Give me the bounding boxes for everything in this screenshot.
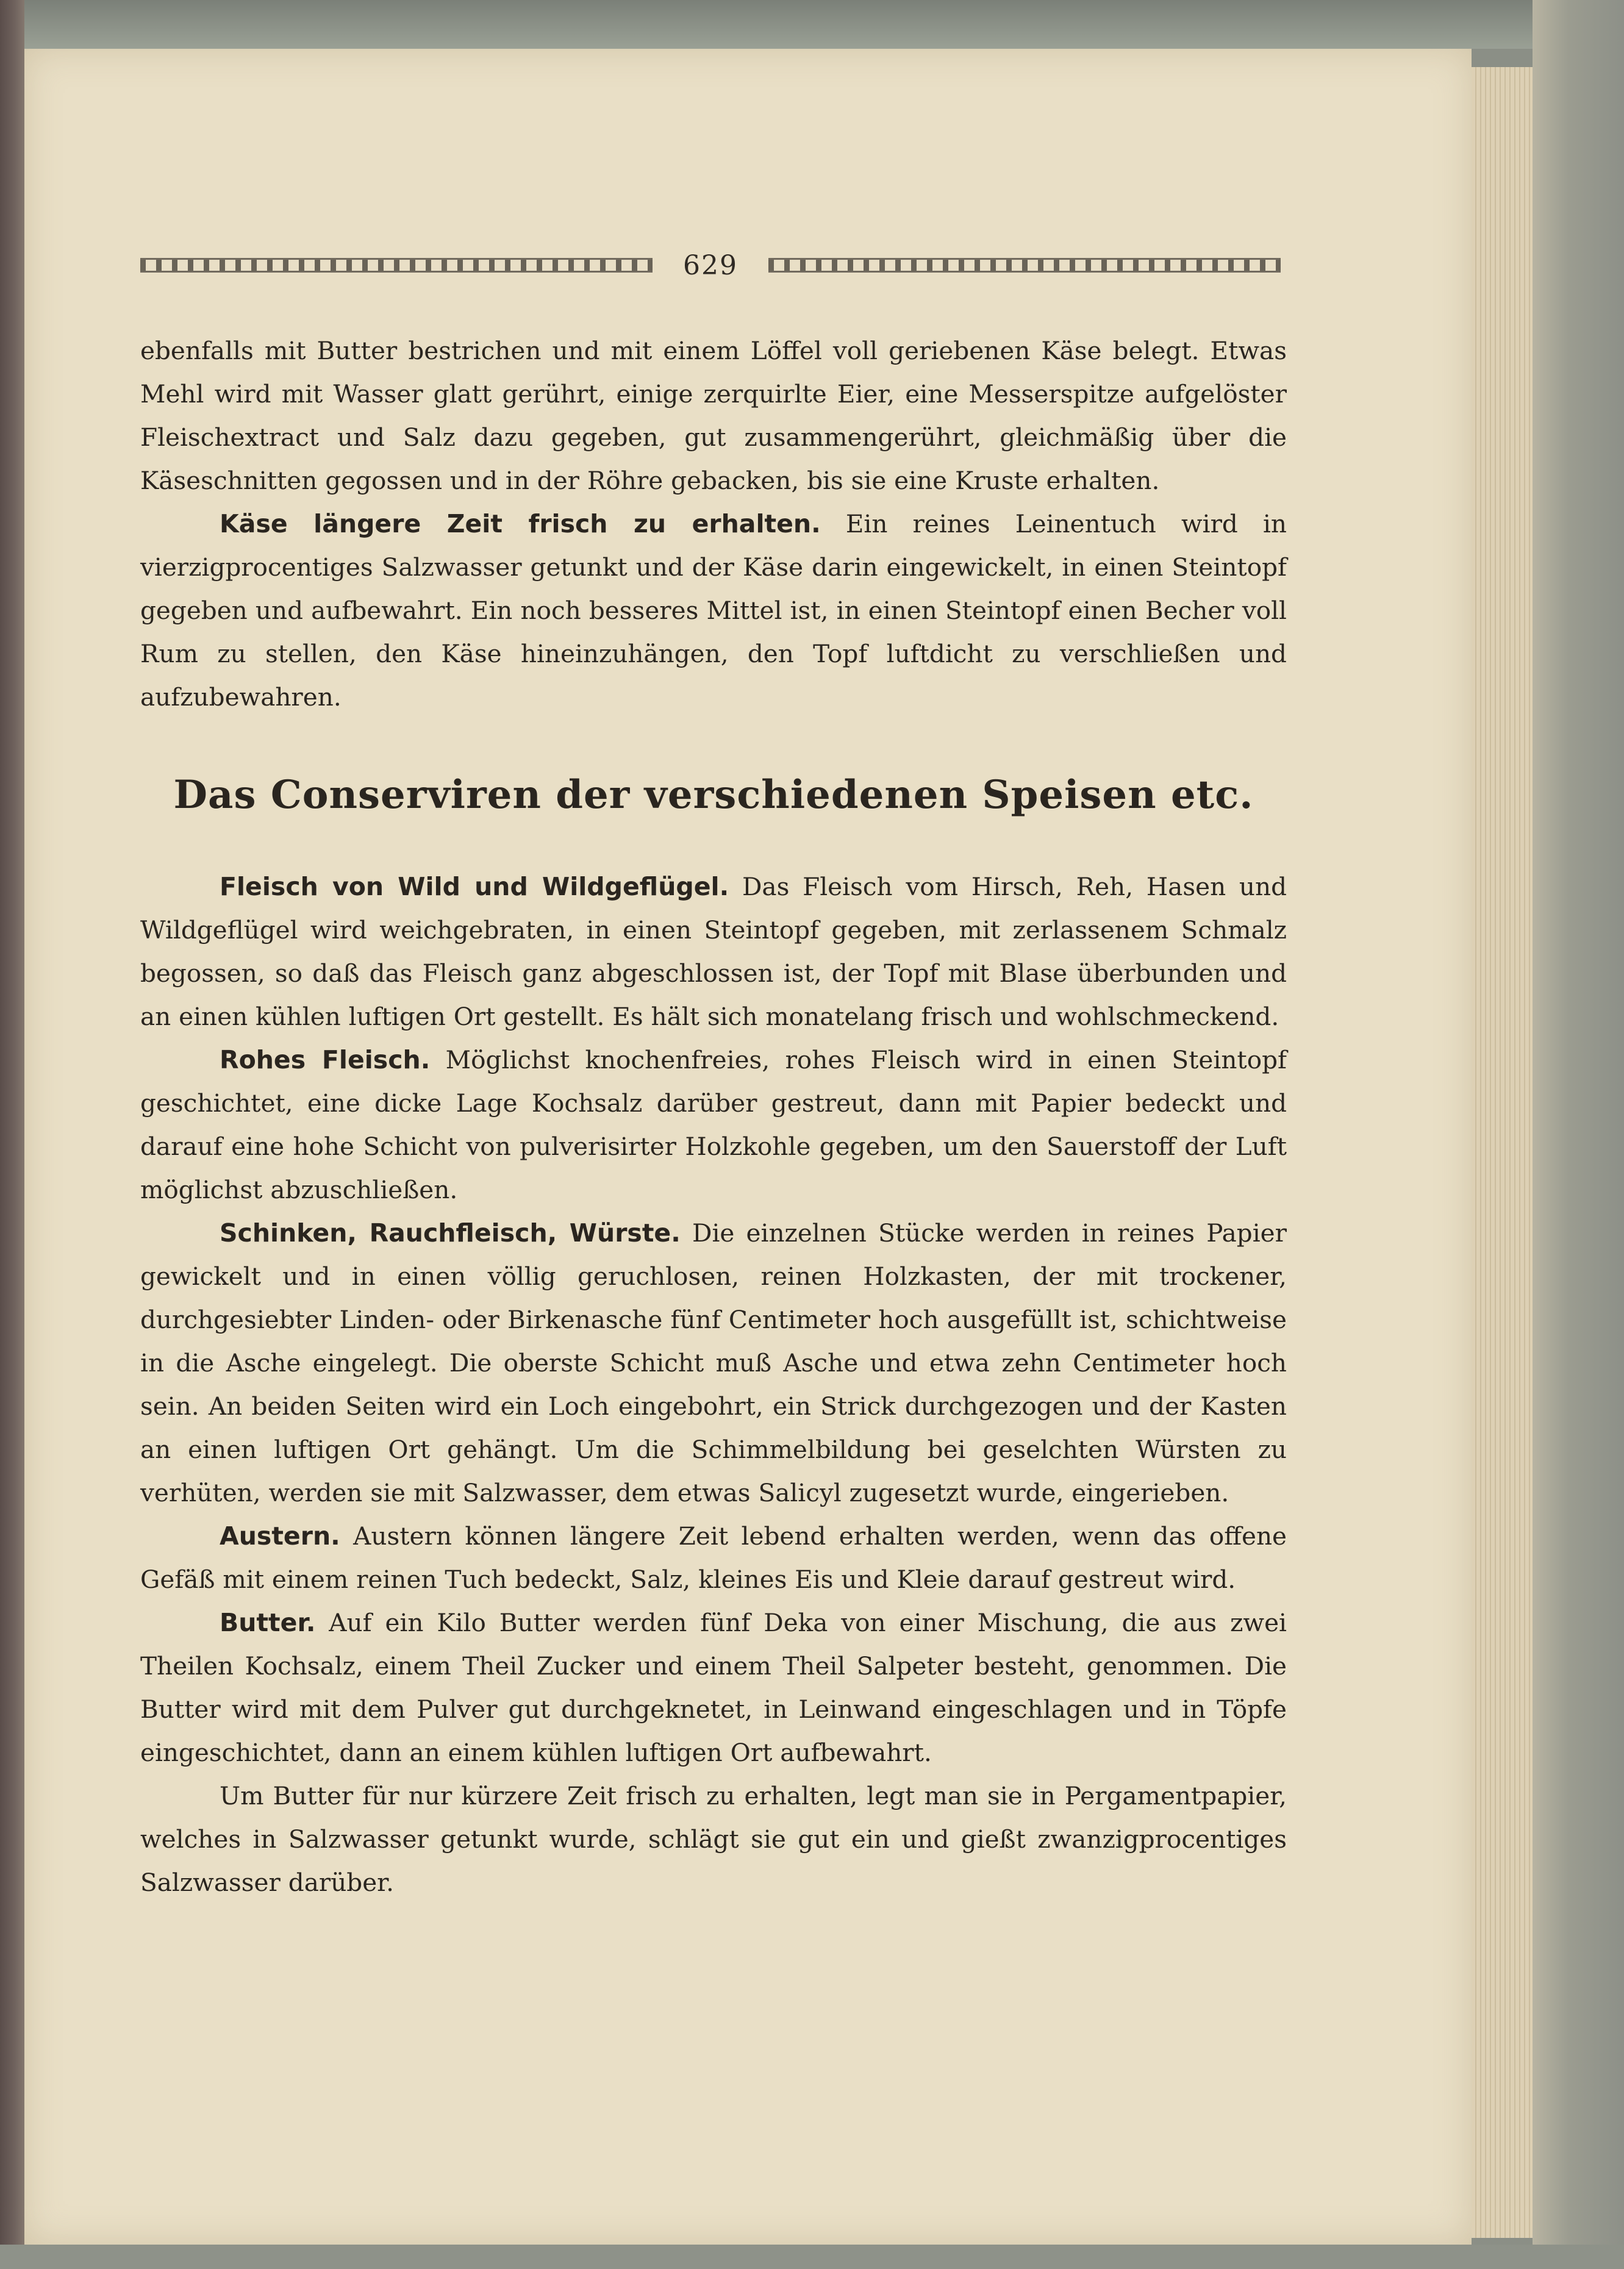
- page-body: [140, 329, 1287, 1904]
- section-heading: Das Conserviren der verschiedenen Speisen etc.: [173, 772, 1254, 818]
- book-cover-right: [1533, 0, 1624, 2269]
- paragraph-heading: Schinken, Rauchfleisch, Würste.: [220, 1218, 681, 1248]
- paragraph-heading: Rohes Fleisch.: [220, 1045, 431, 1074]
- page-number: 629: [683, 249, 738, 281]
- paragraph: [140, 865, 1287, 1038]
- header-ornament-left: [140, 258, 653, 273]
- book-page: [24, 49, 1472, 2245]
- book-cover-left: [0, 0, 24, 2269]
- paragraph-heading: Käse längere Zeit frisch zu erhalten.: [220, 509, 821, 538]
- book-cover-bottom: [0, 2245, 1624, 2269]
- paragraph-text: Austern können längere Zeit lebend erhalten werden, wenn das offene Gefäß mit einem reinen Tuch bedeckt, Salz, kleines Eis und Kleie darauf gestreut wird.: [140, 1521, 1287, 1594]
- paragraph: [140, 1774, 1287, 1904]
- page-header: [140, 247, 1281, 284]
- page-edges: [1472, 67, 1533, 2238]
- header-ornament-right: [768, 258, 1281, 273]
- paragraph-text: ebenfalls mit Butter bestrichen und mit einem Löffel voll geriebenen Käse belegt. Etwas Mehl wird mit Wasser glatt gerührt, einige zerquirlte Eier, eine Messerspitze aufgelöster Fleischextract und Salz dazu gegeben, gut zusammengerührt, gleichmäßig über die Käseschnitten gegossen und in der Röhre gebacken, bis sie eine Kruste erhalten.: [140, 336, 1287, 495]
- paragraph-text: Auf ein Kilo Butter werden fünf Deka von einer Mischung, die aus zwei Theilen Kochsalz, einem Theil Zucker und einem Theil Salpeter besteht, genommen. Die Butter wird mit dem Pulver gut durchgeknetet, in Leinwand eingeschlagen und in Töpfe eingeschichtet, dann an einem kühlen luftigen Ort aufbewahrt.: [140, 1608, 1287, 1767]
- paragraph: [140, 1212, 1287, 1515]
- paragraph: [140, 1038, 1287, 1212]
- paragraph: [140, 329, 1287, 502]
- book-cover-top: [0, 0, 1624, 49]
- paragraph: [140, 502, 1287, 719]
- paragraph-heading: Fleisch von Wild und Wildgeflügel.: [220, 872, 729, 901]
- paragraph: [140, 1515, 1287, 1601]
- paragraph-text: Das Fleisch vom Hirsch, Reh, Hasen und Wildgeflügel wird weichgebraten, in einen Steintopf gegeben, mit zerlassenem Schmalz begossen, so daß das Fleisch ganz abgeschlossen ist, der Topf mit Blase überbunden und an einen kühlen luftigen Ort gestellt. Es hält sich monatelang frisch und wohlschmeckend.: [140, 872, 1287, 1031]
- paragraph-text: Möglichst knochenfreies, rohes Fleisch wird in einen Steintopf geschichtet, eine dicke Lage Kochsalz darüber gestreut, dann mit Papier bedeckt und darauf eine hohe Schicht von pulverisirter Holzkohle gegeben, um den Sauerstoff der Luft möglichst abzuschließen.: [140, 1045, 1287, 1204]
- paragraph-text: Ein reines Leinentuch wird in vierzigprocentiges Salzwasser getunkt und der Käse darin eingewickelt, in einen Steintopf gegeben und aufbewahrt. Ein noch besseres Mittel ist, in einen Steintopf einen Becher voll Rum zu stellen, den Käse hineinzuhängen, den Topf luftdicht zu verschließen und aufzubewahren.: [140, 509, 1287, 712]
- paragraph-text: Um Butter für nur kürzere Zeit frisch zu erhalten, legt man sie in Pergamentpapier, welches in Salzwasser getunkt wurde, schlägt sie gut ein und gießt zwanzigprocentiges Salzwasser darüber.: [140, 1781, 1287, 1897]
- paragraph-text: Die einzelnen Stücke werden in reines Papier gewickelt und in einen völlig geruchlosen, reinen Holzkasten, der mit trockener, durchgesiebter Linden- oder Birkenasche fünf Centimeter hoch ausgefüllt ist, schichtweise in die Asche eingelegt. Die oberste Schicht muß Asche und etwa zehn Centimeter hoch sein. An beiden Seiten wird ein Loch eingebohrt, ein Strick durchgezogen und der Kasten an einen luftigen Ort gehängt. Um die Schimmelbildung bei geselchten Würsten zu verhüten, werden sie mit Salzwasser, dem etwas Salicyl zugesetzt wurde, eingerieben.: [140, 1218, 1287, 1507]
- paragraph-heading: Austern.: [220, 1521, 340, 1551]
- paragraph-heading: Butter.: [220, 1608, 316, 1637]
- paragraph: [140, 1601, 1287, 1774]
